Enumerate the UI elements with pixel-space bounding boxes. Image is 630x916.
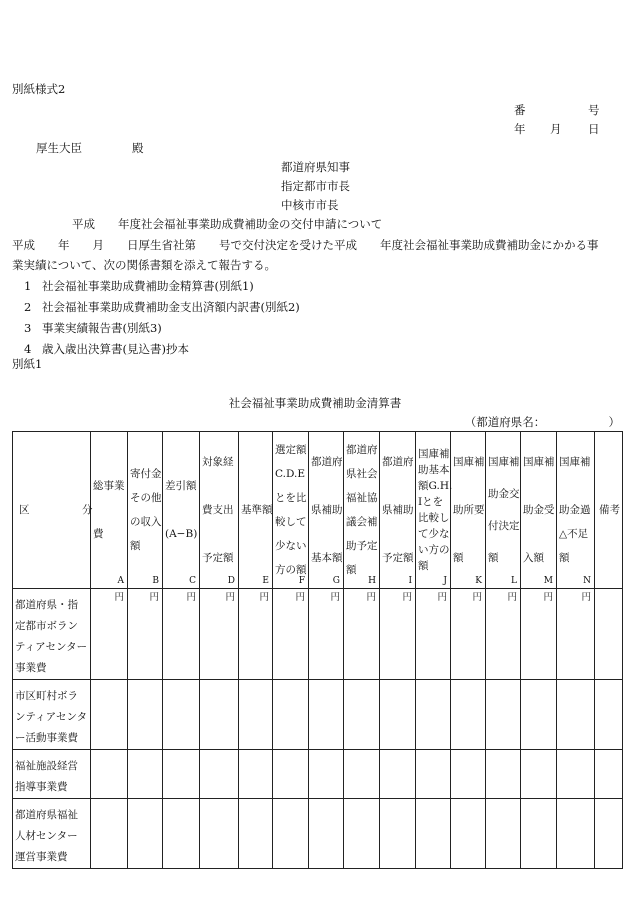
column-header-text: 基準額: [241, 504, 273, 516]
table-row: [13, 680, 623, 750]
amount-cell[interactable]: [380, 589, 416, 680]
column-letter: G: [332, 576, 340, 586]
column-header: [200, 432, 239, 589]
amount-cell[interactable]: [128, 799, 163, 869]
amount-cell[interactable]: [416, 680, 451, 750]
amount-cell[interactable]: [380, 680, 416, 750]
amount-cell[interactable]: [595, 680, 623, 750]
unit-label: 円: [225, 592, 235, 603]
column-letter: D: [227, 576, 235, 586]
amount-cell[interactable]: [521, 750, 557, 799]
sender: 中核市市長: [281, 198, 339, 212]
unit-label: 円: [330, 592, 340, 603]
amount-cell[interactable]: [521, 799, 557, 869]
amount-cell[interactable]: [451, 680, 486, 750]
amount-cell[interactable]: [309, 680, 344, 750]
amount-cell[interactable]: [486, 750, 521, 799]
amount-cell[interactable]: [521, 680, 557, 750]
number-label: 番: [514, 103, 526, 117]
column-letter: K: [475, 576, 482, 586]
column-header-text: 国庫補 助金受 入額: [523, 456, 555, 564]
amount-cell[interactable]: [486, 680, 521, 750]
amount-cell[interactable]: [486, 799, 521, 869]
column-header-text: 総事業 費: [93, 480, 125, 540]
amount-cell[interactable]: [91, 750, 128, 799]
unit-label: 円: [114, 592, 124, 603]
amount-cell[interactable]: [344, 680, 380, 750]
column-letter: F: [298, 576, 305, 586]
table-title: 社会福祉事業助成費補助金清算書: [228, 396, 402, 410]
amount-cell[interactable]: [200, 750, 239, 799]
column-letter: B: [152, 576, 159, 586]
sender: 都道府県知事: [281, 160, 350, 174]
remarks-header-text: 備考: [599, 504, 620, 516]
column-letter: C: [189, 576, 196, 586]
amount-cell[interactable]: [200, 589, 239, 680]
unit-label: 円: [581, 592, 591, 603]
column-header: [128, 432, 163, 589]
amount-cell[interactable]: [309, 799, 344, 869]
table-row: [13, 589, 623, 680]
amount-cell[interactable]: [595, 589, 623, 680]
column-letter: M: [543, 576, 553, 586]
row-label: 福祉施設経営指導事業費: [13, 750, 91, 799]
column-header-text: 国庫補 助金交 付決定 額: [488, 456, 520, 564]
unit-label: 円: [366, 592, 376, 603]
unit-label: 円: [149, 592, 159, 603]
amount-cell[interactable]: [163, 589, 200, 680]
amount-cell[interactable]: [91, 799, 128, 869]
amount-cell[interactable]: [91, 589, 128, 680]
table-row: [13, 750, 623, 799]
amount-cell[interactable]: [239, 750, 273, 799]
row-label: 都道府県・指定都市ボランティアセンター事業費: [13, 589, 91, 680]
column-header: [273, 432, 309, 589]
column-header-text: 都道府 県社会 福祉協 議会補 助予定 額: [346, 444, 378, 576]
column-header-text: 都道府 県補助 予定額: [382, 456, 414, 564]
amount-cell[interactable]: [451, 589, 486, 680]
amount-cell[interactable]: [557, 680, 595, 750]
amount-cell[interactable]: [239, 680, 273, 750]
amount-cell[interactable]: [521, 589, 557, 680]
form-id: 別紙様式2: [12, 82, 66, 96]
prefecture-label: （都道府県名： ）: [464, 415, 620, 429]
column-header: [344, 432, 380, 589]
amount-cell[interactable]: [380, 799, 416, 869]
amount-cell[interactable]: [451, 750, 486, 799]
amount-cell[interactable]: [557, 589, 595, 680]
month-label: 月: [550, 122, 562, 136]
row-label: 都道府県福祉人材センター運営事業費: [13, 799, 91, 869]
attachment-no: 2: [24, 300, 32, 314]
column-letter: E: [262, 576, 269, 586]
unit-label: 円: [259, 592, 269, 603]
row-label: 市区町村ボランティアセンター活動事業費: [13, 680, 91, 750]
attachment-no: 4: [24, 342, 32, 356]
amount-cell[interactable]: [344, 750, 380, 799]
amount-cell[interactable]: [200, 680, 239, 750]
division-header: 区 分: [13, 432, 91, 589]
amount-cell[interactable]: [128, 750, 163, 799]
day-label: 日: [588, 122, 600, 136]
unit-label: 円: [507, 592, 517, 603]
unit-label: 円: [437, 592, 447, 603]
column-header-text: 選定額 C.D.E とを比 較して 少ない 方の額: [275, 444, 307, 576]
header-row: [13, 432, 623, 589]
amount-cell[interactable]: [200, 799, 239, 869]
amount-cell[interactable]: [91, 680, 128, 750]
table-row: [13, 799, 623, 869]
subject: 平成 年度社会福祉事業助成費補助金の交付申請について: [72, 217, 383, 231]
attachment-text: 社会福祉事業助成費補助金精算書(別紙1): [42, 279, 254, 293]
addressee-name: 厚生大臣: [36, 141, 82, 155]
attachment-no: 3: [24, 321, 32, 335]
column-letter: N: [583, 576, 591, 586]
addressee-honorific: 殿: [132, 141, 144, 155]
appendix-label: 別紙1: [12, 357, 43, 371]
amount-cell[interactable]: [163, 750, 200, 799]
column-header: [163, 432, 200, 589]
amount-cell[interactable]: [416, 799, 451, 869]
amount-cell[interactable]: [273, 799, 309, 869]
amount-cell[interactable]: [416, 589, 451, 680]
unit-label: 円: [295, 592, 305, 603]
amount-cell[interactable]: [344, 799, 380, 869]
column-header-text: 国庫補 助所要 額: [453, 456, 485, 564]
column-letter: I: [408, 576, 412, 586]
settlement-table: [12, 431, 623, 869]
amount-cell[interactable]: [595, 799, 623, 869]
column-header: [521, 432, 557, 589]
amount-cell[interactable]: [239, 799, 273, 869]
amount-cell[interactable]: [557, 750, 595, 799]
attachment-no: 1: [24, 279, 32, 293]
amount-cell[interactable]: [344, 589, 380, 680]
column-header: [380, 432, 416, 589]
amount-cell[interactable]: [309, 589, 344, 680]
amount-cell[interactable]: [273, 680, 309, 750]
column-letter: H: [368, 576, 376, 586]
unit-label: 円: [472, 592, 482, 603]
amount-cell[interactable]: [239, 589, 273, 680]
column-header-text: 都道府 県補助 基本額: [311, 456, 343, 564]
amount-cell[interactable]: [128, 589, 163, 680]
column-header-text: 国庫補 助金過 △不足 額: [559, 456, 591, 564]
column-header-text: 国庫補 助基本 額G.H. Iとを 比較し て少な い方の 額: [418, 448, 453, 572]
column-header: [239, 432, 273, 589]
body-line: 平成 年 月 日厚生省社第 号で交付決定を受けた平成 年度社会福祉事業助成費補助金にかかる事: [12, 238, 599, 252]
attachment-text: 歳入歳出決算書(見込書)抄本: [42, 342, 189, 356]
issue-label: 号: [588, 103, 600, 117]
amount-cell[interactable]: [486, 589, 521, 680]
attachment-text: 社会福祉事業助成費補助金支出済額内訳書(別紙2): [42, 300, 300, 314]
column-letter: A: [117, 576, 124, 586]
amount-cell[interactable]: [273, 750, 309, 799]
sender: 指定都市市長: [281, 179, 350, 193]
amount-cell[interactable]: [309, 750, 344, 799]
body-line: 業実績について、次の関係書類を添えて報告する。: [12, 258, 277, 272]
column-header: [557, 432, 595, 589]
amount-cell[interactable]: [380, 750, 416, 799]
amount-cell[interactable]: [451, 799, 486, 869]
unit-label: 円: [543, 592, 553, 603]
column-header-text: 寄付金 その他 の収入 額: [130, 468, 162, 552]
column-header: [309, 432, 344, 589]
amount-cell[interactable]: [273, 589, 309, 680]
unit-label: 円: [402, 592, 412, 603]
column-header-text: 差引額 (A−B): [165, 480, 198, 540]
year-label: 年: [514, 122, 526, 136]
amount-cell[interactable]: [163, 799, 200, 869]
amount-cell[interactable]: [416, 750, 451, 799]
column-header: [486, 432, 521, 589]
unit-label: 円: [186, 592, 196, 603]
column-header: [416, 432, 451, 589]
amount-cell[interactable]: [595, 750, 623, 799]
attachment-text: 事業実績報告書(別紙3): [42, 321, 162, 335]
column-letter: L: [511, 576, 517, 586]
amount-cell[interactable]: [128, 680, 163, 750]
remarks-header: [595, 432, 623, 589]
amount-cell[interactable]: [163, 680, 200, 750]
column-header: [451, 432, 486, 589]
column-header: [91, 432, 128, 589]
column-letter: J: [443, 576, 447, 586]
amount-cell[interactable]: [557, 799, 595, 869]
column-header-text: 対象経 費支出 予定額: [202, 456, 234, 564]
